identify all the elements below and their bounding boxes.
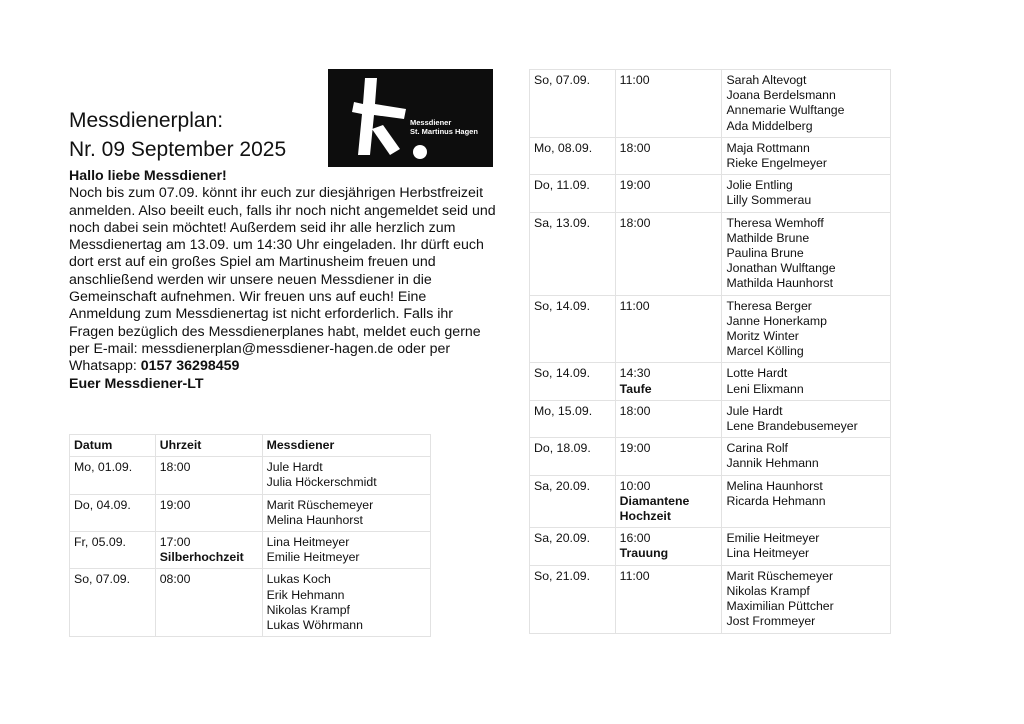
server-name: Lene Brandebusemeyer	[726, 419, 858, 434]
server-name: Ada Middelberg	[726, 118, 813, 133]
server-name: Mathilda Haunhorst	[726, 276, 834, 291]
server-name: Moritz Winter	[726, 329, 799, 344]
date-cell: So, 07.09.	[70, 569, 156, 637]
table-row	[530, 295, 891, 363]
servers-cell	[262, 569, 430, 637]
time-cell	[615, 175, 722, 212]
intro-text	[69, 168, 499, 393]
server-name: Jolie Entling	[726, 178, 793, 193]
servers-cell	[262, 532, 430, 569]
time-cell	[615, 212, 722, 295]
intro-body	[69, 185, 499, 375]
date-cell: Mo, 08.09.	[530, 137, 616, 174]
servers-cell	[722, 70, 891, 138]
servers-cell	[722, 175, 891, 212]
server-name: Melina Haunhorst	[726, 478, 823, 493]
server-name: Ricarda Hehmann	[726, 493, 826, 508]
server-name: Janne Honerkamp	[726, 313, 827, 328]
table-row	[70, 532, 431, 569]
server-name: Jule Hardt	[726, 403, 783, 418]
server-name: Sarah Altevogt	[726, 73, 807, 87]
server-name: Julia Höckerschmidt	[266, 475, 377, 490]
table-row	[530, 137, 891, 174]
time-value: 14:30	[619, 366, 651, 381]
time-value: 16:00	[619, 531, 651, 546]
time-value: 18:00	[619, 403, 651, 418]
schedule-table-left	[69, 434, 431, 637]
date-cell: So, 21.09.	[530, 565, 616, 633]
servers-cell	[722, 475, 891, 528]
server-name: Leni Elixmann	[726, 381, 804, 396]
table-row	[530, 438, 891, 475]
server-name: Nikolas Krampf	[266, 602, 350, 617]
time-cell	[615, 528, 722, 565]
schedule-rows-right	[530, 70, 891, 634]
whatsapp-number: 0157 36298459	[140, 358, 240, 375]
date-cell: Fr, 05.09.	[70, 532, 156, 569]
date-cell: Do, 11.09.	[530, 175, 616, 212]
table-header-row	[70, 435, 431, 457]
servers-cell	[722, 363, 891, 400]
time-cell	[615, 400, 722, 437]
date-cell: Mo, 15.09.	[530, 400, 616, 437]
logo-text	[410, 118, 478, 136]
server-name: Erik Hehmann	[266, 587, 345, 602]
time-value: 17:00	[159, 535, 191, 550]
intro-body-text: Noch bis zum 07.09. könnt ihr euch zur diesjährigen Herbstfreizeit anmelden. Also beeilt euch, falls ihr noch nicht angemeldet seid und noch dabei sein möchtet! Außerdem seid ihr alle herzlich zum Messdienertag am 13.09. um 14:30 Uhr eingeladen. Ihr dürft euch dort erst auf ein großes Spiel am Martinusheim freuen und anschließend werden wir unsere neuen Messdiener in die Gemeinschaft aufnehmen. Wir freuen uns auf euch! Eine Anmeldung zum Messdienertag ist nicht erforderlich. Falls ihr Fragen bezüglich des Messdienerplanes habt, meldet euch gerne per E-mail: messdienerplan@messdiener-hagen.de oder per Whatsapp:	[69, 185, 496, 375]
date-cell: So, 07.09.	[530, 70, 616, 138]
servers-cell	[722, 137, 891, 174]
table-row	[70, 494, 431, 531]
time-value: 18:00	[159, 460, 191, 475]
time-cell	[615, 70, 722, 138]
time-cell	[155, 457, 262, 494]
time-cell	[615, 475, 722, 528]
time-value: 11:00	[619, 568, 650, 583]
time-cell	[615, 565, 722, 633]
server-name: Theresa Berger	[726, 298, 812, 313]
server-name: Marit Rüschemeyer	[266, 497, 374, 512]
server-name: Lukas Koch	[266, 572, 331, 587]
table-row	[530, 70, 891, 138]
server-name: Melina Haunhorst	[266, 512, 363, 527]
server-name: Maximilian Püttcher	[726, 599, 834, 614]
table-row	[530, 363, 891, 400]
server-name: Lukas Wöhrmann	[266, 618, 363, 633]
server-name: Nikolas Krampf	[726, 583, 810, 598]
server-name: Emilie Heitmeyer	[726, 531, 820, 546]
server-name: Lotte Hardt	[726, 366, 788, 381]
schedule-rows-left	[70, 457, 431, 637]
header-time: Uhrzeit	[155, 435, 262, 457]
table-row	[530, 212, 891, 295]
time-cell	[615, 295, 722, 363]
time-value: 19:00	[619, 441, 651, 456]
logo-line-1: Messdiener	[410, 118, 452, 127]
occasion-note: Taufe	[619, 381, 652, 396]
logo-line-2: St. Martinus Hagen	[410, 127, 478, 136]
date-cell: Do, 18.09.	[530, 438, 616, 475]
server-name: Emilie Heitmeyer	[266, 550, 360, 565]
occasion-note: Diamantene Hochzeit	[619, 493, 690, 524]
date-cell: Sa, 13.09.	[530, 212, 616, 295]
time-value: 11:00	[619, 298, 650, 313]
servers-cell	[722, 528, 891, 565]
logo	[328, 69, 493, 167]
table-row	[530, 400, 891, 437]
server-name: Mathilde Brune	[726, 230, 810, 245]
table-row	[530, 528, 891, 565]
table-row	[70, 569, 431, 637]
signature: Euer Messdiener-LT	[69, 375, 204, 392]
server-name: Paulina Brune	[726, 246, 804, 261]
server-name: Jost Frommeyer	[726, 614, 816, 629]
header-servers: Messdiener	[262, 435, 430, 457]
date-cell: So, 14.09.	[530, 363, 616, 400]
server-name: Marcel Kölling	[726, 344, 804, 359]
server-name: Lina Heitmeyer	[266, 535, 350, 550]
table-row	[530, 565, 891, 633]
schedule-table-right	[529, 69, 891, 634]
title-line-1: Messdienerplan:	[69, 109, 224, 132]
servers-cell	[722, 565, 891, 633]
server-name: Joana Berdelsmann	[726, 88, 836, 103]
time-value: 10:00	[619, 478, 651, 493]
server-name: Carina Rolf	[726, 441, 788, 456]
time-value: 11:00	[619, 73, 650, 87]
server-name: Theresa Wemhoff	[726, 215, 824, 230]
time-value: 18:00	[619, 140, 651, 155]
page-title	[69, 106, 286, 164]
time-cell	[615, 363, 722, 400]
date-cell: Mo, 01.09.	[70, 457, 156, 494]
servers-cell	[722, 438, 891, 475]
servers-cell	[722, 400, 891, 437]
table-row	[530, 175, 891, 212]
server-name: Lina Heitmeyer	[726, 546, 810, 561]
servers-cell	[262, 457, 430, 494]
time-value: 18:00	[619, 215, 651, 230]
time-cell	[155, 494, 262, 531]
date-cell: Sa, 20.09.	[530, 475, 616, 528]
table-row	[530, 475, 891, 528]
date-cell: Do, 04.09.	[70, 494, 156, 531]
servers-cell	[722, 295, 891, 363]
date-cell: Sa, 20.09.	[530, 528, 616, 565]
time-value: 08:00	[159, 572, 191, 587]
occasion-note: Trauung	[619, 546, 669, 561]
date-cell: So, 14.09.	[530, 295, 616, 363]
server-name: Jonathan Wulftange	[726, 261, 836, 276]
header-date: Datum	[70, 435, 156, 457]
table-row	[70, 457, 431, 494]
server-name: Jule Hardt	[266, 460, 323, 475]
server-name: Rieke Engelmeyer	[726, 156, 827, 171]
server-name: Marit Rüschemeyer	[726, 568, 834, 583]
time-value: 19:00	[159, 497, 191, 512]
server-name: Lilly Sommerau	[726, 193, 812, 208]
greeting: Hallo liebe Messdiener!	[69, 168, 227, 184]
servers-cell	[722, 212, 891, 295]
servers-cell	[262, 494, 430, 531]
time-cell	[615, 137, 722, 174]
time-cell	[155, 569, 262, 637]
server-name: Maja Rottmann	[726, 140, 810, 155]
time-cell	[615, 438, 722, 475]
title-line-2: Nr. 09 September 2025	[69, 138, 287, 161]
time-cell	[155, 532, 262, 569]
server-name: Annemarie Wulftange	[726, 103, 845, 118]
time-value: 19:00	[619, 178, 651, 193]
server-name: Jannik Hehmann	[726, 456, 819, 471]
occasion-note: Silberhochzeit	[159, 550, 244, 565]
